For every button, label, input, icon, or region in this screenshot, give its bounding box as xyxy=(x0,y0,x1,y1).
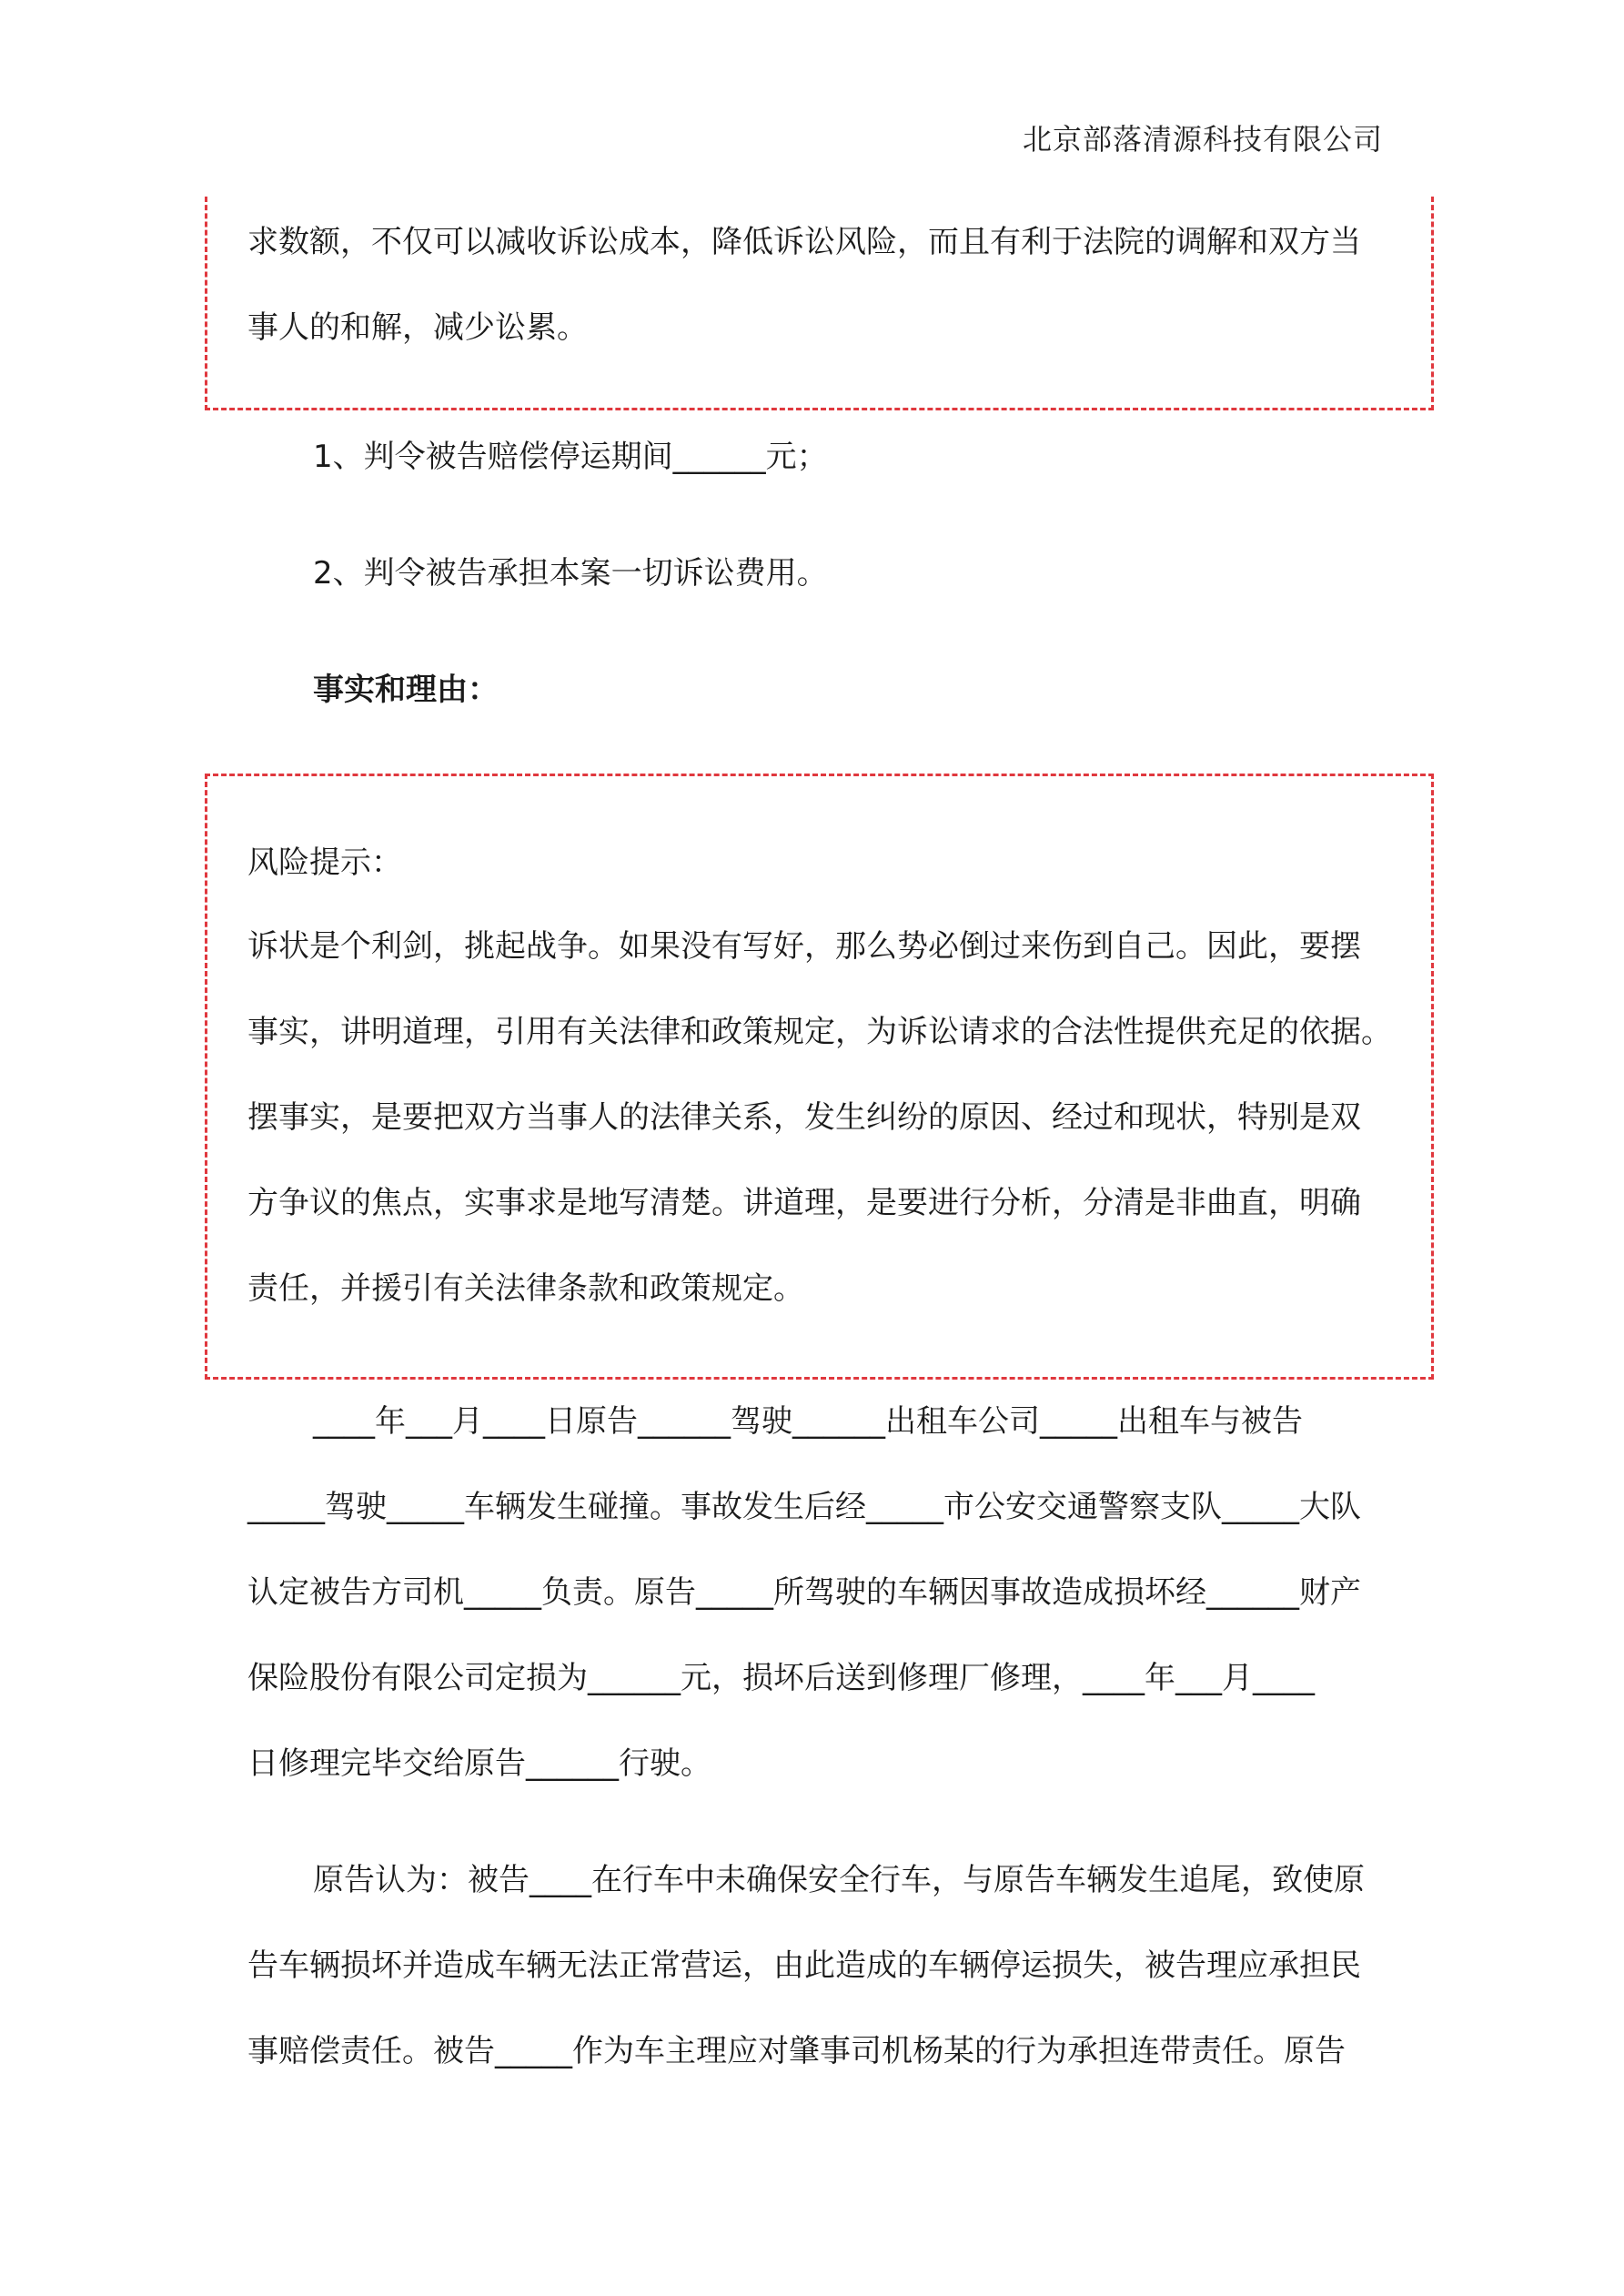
claim-item-1: 1、判令被告赔偿停运期间______元； xyxy=(313,439,828,475)
tip-box-2-line-3: 摆事实，是要把双方当事人的法律关系，发生纠纷的原因、经过和现状，特别是双 xyxy=(247,1099,1361,1136)
paragraph-1-line-4: 保险股份有限公司定损为______元，损坏后送到修理厂修理，____年___月____ xyxy=(247,1660,1315,1696)
tip-box-2-line-2: 事实，讲明道理，引用有关法律和政策规定，为诉讼请求的合法性提供充足的依据。 xyxy=(247,1014,1392,1050)
paragraph-2-line-1: 原告认为：被告____在行车中未确保安全行车，与原告车辆发生追尾，致使原 xyxy=(313,1862,1365,1898)
tip-box-1-line-2: 事人的和解，减少讼累。 xyxy=(247,309,588,346)
claim-item-2: 2、判令被告承担本案一切诉讼费用。 xyxy=(313,555,828,592)
paragraph-1-line-2: _____驾驶_____车辆发生碰撞。事故发生后经_____市公安交通警察支队_____大队 xyxy=(247,1489,1361,1525)
header-company-name: 北京部落清源科技有限公司 xyxy=(1022,122,1383,157)
tip-box-2-line-1: 诉状是个利剑，挑起战争。如果没有写好，那么势必倒过来伤到自己。因此，要摆 xyxy=(247,928,1361,965)
paragraph-1-line-3: 认定被告方司机_____负责。原告_____所驾驶的车辆因事故造成损坏经______财产 xyxy=(247,1574,1361,1611)
tip-box-2-title: 风险提示： xyxy=(247,845,402,881)
tip-box-2-line-4: 方争议的焦点，实事求是地写清楚。讲道理，是要进行分析，分清是非曲直，明确 xyxy=(247,1185,1361,1221)
facts-heading: 事实和理由： xyxy=(313,672,499,708)
paragraph-1-line-1: ____年___月____日原告______驾驶______出租车公司_____出租车与被告 xyxy=(313,1403,1303,1440)
tip-box-2-line-5: 责任，并援引有关法律条款和政策规定。 xyxy=(247,1270,804,1307)
paragraph-1-line-5: 日修理完毕交给原告______行驶。 xyxy=(247,1745,711,1782)
paragraph-2-line-3: 事赔偿责任。被告_____作为车主理应对肇事司机杨某的行为承担连带责任。原告 xyxy=(247,2033,1346,2069)
paragraph-2-line-2: 告车辆损坏并造成车辆无法正常营运，由此造成的车辆停运损失，被告理应承担民 xyxy=(247,1947,1361,1984)
tip-box-1-line-1: 求数额，不仅可以减收诉讼成本，降低诉讼风险，而且有利于法院的调解和双方当 xyxy=(247,224,1361,260)
